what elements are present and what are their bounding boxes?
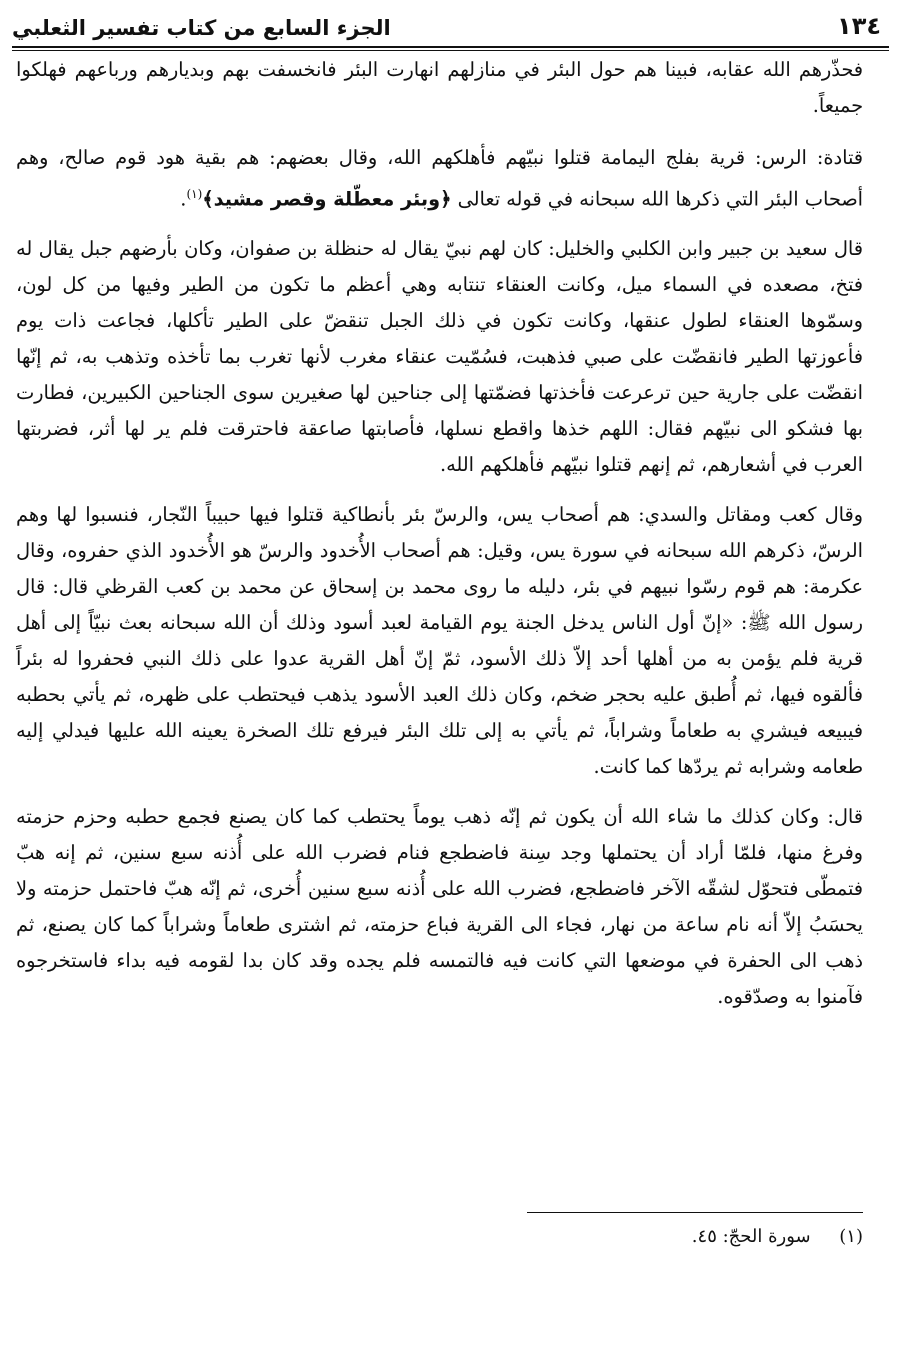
paragraph: فحذّرهم الله عقابه، فبينا هم حول البئر في منازلهم انهارت البئر فانخسفت بهم وبديارهم ورباعهم فهلكوا جميعاً. bbox=[16, 58, 863, 117]
quran-quote: ﴿وبئر معطّلة وقصر مشيد﴾ bbox=[202, 187, 452, 211]
paragraph-text: قتادة: الرس: قرية بفلج اليمامة قتلوا نبيّهم فأهلكهم الله، وقال بعضهم: هم بقية هود قوم صالح، وهم أصحاب البئر التي ذكرها الله سبحانه في قوله تعالى bbox=[16, 146, 863, 211]
footnote-text: سورة الحجّ: ٤٥. bbox=[691, 1226, 811, 1247]
paragraph-text-end: . bbox=[180, 187, 187, 211]
paragraph: قال: وكان كذلك ما شاء الله أن يكون ثم إنّه ذهب يوماً يحتطب كما كان يصنع فجمع حطبه وحزم حزمته وفرغ منها، فلمّا أراد أن يحتملها وجد سِنة فاضطجع فنام فضرب الله على أُذنه سبع سنين، ثم إنه هبّ فتمطّى فتحوّل لشقّه الآخر فاضطجع، فضرب الله على أُذنه سبع سنين أُخرى، ثم إنّه هبّ فاحتمل حزمته ولا يحسَبُ إلاّ أنه نام ساعة من نهار، فجاء الى القرية فباع حزمته، ثم اشترى طعاماً وشراباً كما كان يصنع، ثم ذهب الى الحفرة في موضعها التي كانت فيه فالتمسه فلم يجده وقد كان بدا لقومه فيه بداء فاستخرجوه فآمنوا به وصدّقوه. bbox=[16, 805, 863, 1009]
header-rule bbox=[12, 46, 889, 51]
page-header bbox=[12, 0, 889, 46]
paragraph bbox=[16, 140, 863, 217]
page-number: ١٣٤ bbox=[837, 12, 881, 40]
running-title: الجزء السابع من كتاب تفسير الثعلبي bbox=[12, 16, 391, 40]
main-text bbox=[16, 52, 863, 1029]
paragraph: قال سعيد بن جبير وابن الكلبي والخليل: كان لهم نبيّ يقال له حنظلة بن صفوان، وكان بأرضهم جبل يقال له فتخ، مصعده في السماء ميل، وكانت العنقاء تنتابه وهي أعظم ما تكون من الطير وفيها من كل لون، وسمّوها العنقاء لطول عنقها، وكانت تكون في ذلك الجبل تنقضّ على الطير تأكلها، فجاعت ذات يوم فأعوزتها الطير فانقضّت على صبي فذهبت، فسُمّيت عنقاء مغرب لأنها تغرب بما تأخذه وتذهب به، ثم إنّها انقضّت على جارية حين ترعرعت فأخذتها فضمّتها إلى جناحين لها صغيرين سوى الجناحين الكبيرين، فطارت بها فشكو الى نبيّهم فقال: اللهم خذها واقطع نسلها، فأصابتها صاعقة فاحترقت فلم ير لها أثر، فضربتها العرب في أشعارهم، ثم إنهم قتلوا نبيّهم فأهلكهم الله. bbox=[16, 237, 863, 477]
footnote bbox=[692, 1222, 863, 1252]
paragraph: وقال كعب ومقاتل والسدي: هم أصحاب يس، والرسّ بئر بأنطاكية قتلوا فيها حبيباً النّجار، فنسبوا لها وهم الرسّ، ذكرهم الله سبحانه في سورة يس، وقيل: هم أصحاب الأُخدود والرسّ هو الأُخدود الذي حفروه، وقال عكرمة: هم قوم رسّوا نبيهم في بئر، دليله ما روى محمد بن إسحاق عن محمد بن كعب القرظي قال: قال رسول الله ﷺ: «إنّ أول الناس يدخل الجنة يوم القيامة لعبد أسود وذلك أن الله سبحانه بعث نبيّاً إلى أهل قرية فلم يؤمن به من أهلها أحد إلاّ ذلك الأسود، ثمّ إنّ أهل القرية عدوا على ذلك النبي فحفروا له بئراً فألقوه فيها، ثم أُطبق عليه بحجر ضخم، وكان ذلك العبد الأسود يذهب فيحتطب على ظهره، ثم يأتي بحطبه فيبيعه فيشري به طعاماً وشراباً، ثم يأتي به إلى تلك البئر فيرفع تلك الصخرة يعينه الله عليها فيدلي إليه طعامه وشرابه ثم يردّها كما كانت. bbox=[16, 503, 863, 779]
footnote-rule bbox=[527, 1212, 863, 1213]
footnote-marker: (١) bbox=[839, 1226, 863, 1247]
footnote-reference: (١) bbox=[186, 187, 203, 201]
